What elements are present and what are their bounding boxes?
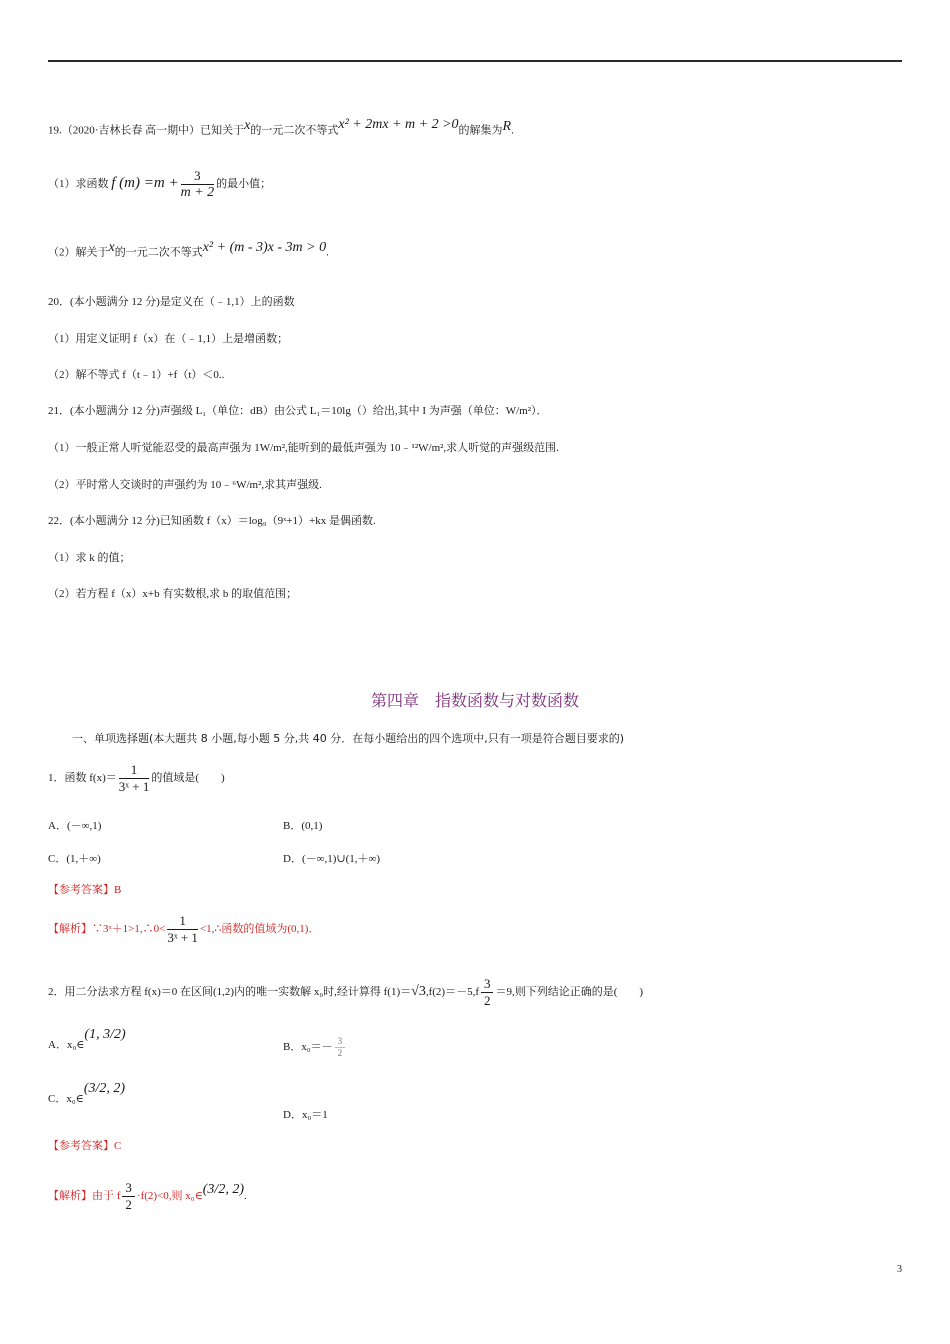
- mc2-expl-frac: [122, 1180, 135, 1213]
- q19-part2: [48, 240, 329, 261]
- q19-p2-lead: （2）解关于: [48, 246, 109, 259]
- q19-period: .: [511, 124, 514, 137]
- mc2-a-interval: (1, 3/2): [84, 1027, 126, 1042]
- q19-inequality: x² + 2mx + m + 2 >0: [338, 116, 459, 132]
- mc2-c-lead: C．x₀∈: [48, 1093, 84, 1105]
- mc1-expl-tail: <1,∴函数的值域为(0,1)．: [199, 923, 320, 936]
- mc2-expl-interval: (3/2, 2): [202, 1182, 244, 1198]
- q19-p1-func: f (m) =m +: [111, 175, 179, 192]
- q19-p1-num: 3: [181, 168, 215, 185]
- q20-stem: 20．(本小题满分 12 分)是定义在（﹣1,1）上的函数: [48, 296, 295, 308]
- header-rule: [48, 60, 902, 62]
- q22-stem: 22．(本小题满分 12 分)已知函数 f（x）＝log₉（9ˣ+1）+kx 是偶函数.: [48, 515, 376, 527]
- mc2-b-den: 2: [337, 1048, 343, 1058]
- mc2-b-frac: [335, 1036, 346, 1059]
- mc1-stem: [48, 762, 225, 795]
- q21-stem: 21．(本小题满分 12 分)声强级 L₁（单位：dB）由公式 L₁＝10lg（）给出,其中 I 为声强（单位：W/m²）．: [48, 405, 548, 417]
- q19-p1-tail: 的最小值；: [216, 178, 272, 191]
- mc2-stem: [48, 976, 643, 1009]
- mc2-option-b[interactable]: [283, 1036, 347, 1059]
- mc1-expl-den: 3ˣ + 1: [167, 930, 198, 945]
- q19-p2-inequality: x² + (m - 3)x - 3m > 0: [202, 239, 327, 255]
- q20-part2: （2）解不等式 f（t﹣1）+f（t）＜0..: [48, 369, 225, 381]
- q22-part1: （1）求 k 的值；: [48, 552, 131, 564]
- mc2-sqrt3: √3: [411, 984, 426, 1000]
- q19-mid: 的一元二次不等式: [250, 124, 339, 137]
- mc2-explanation: [48, 1180, 247, 1213]
- mc2-a-lead: A．x₀∈: [48, 1039, 85, 1051]
- mc1-option-d[interactable]: D．(－∞,1)∪(1,＋∞): [283, 853, 380, 865]
- mc1-explanation: [48, 913, 319, 946]
- mc1-lead: 1．函数 f(x)＝: [48, 772, 117, 785]
- q20-part1: （1）用定义证明 f（x）在（﹣1,1）上是增函数；: [48, 333, 289, 345]
- q19-intro: 19.（2020·吉林长春 高一期中）已知关于: [48, 124, 245, 137]
- mc2-answer: 【参考答案】C: [48, 1140, 122, 1152]
- mc2-c-interval: (3/2, 2): [83, 1081, 126, 1096]
- mc1-option-b[interactable]: B．(0,1): [283, 820, 323, 832]
- mc2-frac-num: 3: [481, 976, 494, 993]
- chapter-title: 第四章 指数函数与对数函数: [370, 691, 579, 710]
- mc2-option-d[interactable]: D．x₀＝1: [283, 1109, 328, 1121]
- mc1-frac: [119, 762, 150, 795]
- mc2-lead: 2．用二分法求方程 f(x)＝0 在区间(1,2)内的唯一实数解 x₀时,经计算得 f(1)＝: [48, 986, 412, 999]
- mc2-frac-den: 2: [483, 993, 491, 1008]
- q19-tail: 的解集为: [458, 124, 503, 137]
- q19-var-x: x: [244, 118, 251, 133]
- mc1-expl-frac: [167, 913, 198, 946]
- section-heading: 一、单项选择题(本大题共 8 小题,每小题 5 分,共 40 分．在每小题给出的四个选项中,只有一项是符合题目要求的): [72, 732, 625, 745]
- mc1-option-c[interactable]: C．(1,＋∞): [48, 853, 101, 865]
- q21-part1: （1）一般正常人听觉能忍受的最高声强为 1W/m²,能听到的最低声强为 10﹣¹²W/m²,求人听觉的声强级范围.: [48, 442, 559, 454]
- q19-p2-tail: .: [326, 246, 329, 259]
- mc2-expl-num: 3: [122, 1180, 135, 1197]
- mc1-expl-lead: 【解析】∵3ˣ＋1>1,∴0<: [48, 923, 166, 936]
- mc1-option-a[interactable]: A．(－∞,1): [48, 820, 102, 832]
- mc1-tail: 的值域是( ): [151, 772, 225, 785]
- mc2-b-num: 3: [335, 1036, 346, 1048]
- q19-stem: [48, 118, 514, 139]
- q21-part2: （2）平时常人交谈时的声强约为 10﹣⁶W/m²,求其声强级.: [48, 479, 322, 491]
- mc2-tail: ＝9,则下列结论正确的是( ): [495, 986, 644, 999]
- q19-R: R: [502, 118, 512, 134]
- q19-p2-mid: 的一元二次不等式: [114, 246, 203, 259]
- mc1-num: 1: [119, 762, 150, 779]
- mc2-expl-tail: .: [243, 1190, 247, 1203]
- mc2-expl-den: 2: [125, 1197, 132, 1212]
- mc1-answer: 【参考答案】B: [48, 884, 122, 896]
- mc2-option-c[interactable]: [48, 1081, 126, 1107]
- mc2-expl-mid: ·f(2)<0,则 x₀∈: [136, 1190, 203, 1203]
- mc2-b-text: B．x₀＝－: [283, 1041, 333, 1054]
- mc2-expl-lead: 【解析】由于 f: [48, 1190, 121, 1203]
- q19-p2-x: x: [108, 240, 115, 255]
- mc2-frac: [481, 976, 494, 1009]
- q19-p1-lead: （1）求函数: [48, 178, 109, 191]
- mc2-option-a[interactable]: [48, 1027, 126, 1053]
- mc2-mid: ,f(2)＝－5,f: [425, 986, 479, 999]
- mc1-den: 3ˣ + 1: [118, 779, 150, 794]
- q19-p1-frac: [181, 168, 215, 201]
- page-number: 3: [897, 1264, 902, 1275]
- q22-part2: （2）若方程 f（x）x+b 有实数根,求 b 的取值范围；: [48, 588, 298, 600]
- q19-part1: [48, 168, 271, 201]
- mc1-expl-num: 1: [167, 913, 198, 930]
- q19-p1-den: m + 2: [180, 185, 215, 200]
